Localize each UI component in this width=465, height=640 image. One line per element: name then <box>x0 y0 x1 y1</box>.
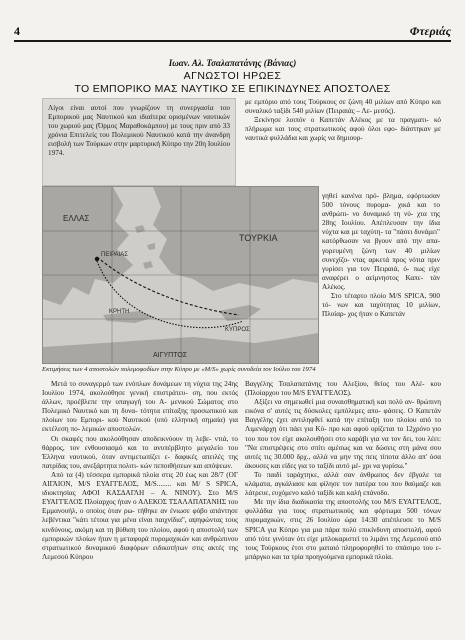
text-line: σου αυτές τις 30.000 δρχ., αλλά να μην της πεις τίποτα <box>245 443 442 461</box>
page-number: 4 <box>14 24 20 38</box>
text-line: Οι σκαφές που ακολούθησαν αποδεικνύουν τη λεβε- <box>51 434 215 443</box>
text-line: χος ήταν ο Καπετάν <box>347 310 406 319</box>
map-image <box>43 187 318 363</box>
text-line: Βαγγέλης Τσαλαπατάνης του Αλεξίου, θείος του Αλέ- <box>245 380 431 388</box>
right-top-column <box>245 98 441 143</box>
text-line: Αξίζει να σημειωθεί μια συναισθηματική και πολύ αν- <box>254 398 417 407</box>
text-line: ση, που εκτός άλλων, προέβλεπε την υπαγωγή του Α- <box>42 389 238 407</box>
text-line: τους πριν από 33 χρόνια Επιτελείς του Πολεμικού <box>48 122 230 140</box>
text-paragraph <box>245 98 441 116</box>
text-line: τους κινδύνους, ακόμη και τη βύθιση του πλοίου, αφού <box>42 516 238 534</box>
text-line: S SPICA, ιδιοκτησίας ΑΦΟΙ ΚΑΣΔΑΓΛΗ – Α. ΝΙΝΟΥ). <box>42 480 238 498</box>
text-line: χρι να γυρίσω." <box>362 461 408 470</box>
article-subtitle: ΤΟ ΕΜΠΟΡΙΚΟ ΜΑΣ ΝΑΥΤΙΚΟ ΣΕ ΕΠΙΚΙΝΔΥΝΕΣ ΑΠΟΣΤΟΛΕΣ <box>74 83 391 95</box>
greece-label: ΕΛΛΑΣ <box>63 214 90 223</box>
text-line: τότητα επίταξης προσωπικού και πλοίων του Εμπορι- <box>42 407 238 425</box>
text-line: βγουν από την απα- <box>374 237 440 246</box>
egypt-label: ΑΙΓΥΠΤΟΣ <box>153 352 188 359</box>
text-line: γορευμένη ζώνη των <box>322 246 405 255</box>
text-line: δαφικές απειλές της πατρίδας του, ανεξάρτητα πολιτι- <box>42 452 238 470</box>
text-line: κλάματα, αγκάλιασε και φίλησε τον πατέρα του που <box>245 480 405 489</box>
text-line: στην μαρτυρική Κύπρο την 20η Ιουλίου 1974. <box>48 140 230 158</box>
page-header <box>14 24 451 38</box>
text-line: Στο M/S ΕΥΑΓΓΕΛΟΣ Πλοίαρχος ήταν ο ΑΛΕΚΟΣ <box>42 489 238 507</box>
text-line: μπάργκο και τα τρία προηγούμενα εμπορικά πλοία. <box>245 552 393 561</box>
text-line: 28/7 (ΟΓ ΑΙΓΑΙΟΝ, M/S ΕΥΑΓΓΕΛΟΣ, M/S........ και M/ <box>42 470 238 489</box>
text-line: επίταξη του πλοίου από το Λιμενάρχη ότι πάει για Κύ- <box>245 416 441 434</box>
text-line: 40 μιλίων συνεχίζο- <box>322 246 441 264</box>
text-line: ναυτικών του χωριού μας (Όρμος Μαραθοκάμπου) με <box>48 113 230 131</box>
text-line: μενικού Σώματος στο Πολεμικό Ναυτικό και τη δυνα- <box>42 398 238 416</box>
text-line: κατόρθωσαν να <box>322 237 375 246</box>
text-line: ΤΣΑΛΑΠΑΤΑΝΗΣ του Εμμανουήλ, ο οποίος όταν ρω- <box>42 498 238 516</box>
text-line: Ναυτικού κατά την άνανδρη εισβολή των Τούρκων <box>48 131 230 149</box>
text-line: ΕΥΑΓΓΕΛΟΣ, φυλλάδια για τους στρατιωτικούς και <box>245 498 441 516</box>
text-paragraph <box>322 192 440 292</box>
text-line: Το παιδί ταράχτηκε, αλλά σαν άνθρωπος δεν έβγαλε τα <box>254 470 441 479</box>
text-line: με εμπόριο από τους Τούρκους σε ζώνη 40 μιλίων από <box>245 98 410 106</box>
text-line: βλημα, εφόρτωσαν <box>382 192 440 200</box>
text-line: θρώπινη εικόνα σ' αυτές τις δύσκολες εμπόλεμες απο- <box>245 398 441 416</box>
header-rule <box>14 40 451 42</box>
text-line: Εμπορικού μας Ναυτικού και ιδιαίτερα ορισμένων <box>48 113 204 122</box>
text-line: μεγαλείο του Έλληνα ναυτικού, όταν αντιμετωπίζει ε- <box>42 443 238 461</box>
text-line: 14:30 απέπλευσε το M/S SPICA για Κύπρο για μια πάρα <box>245 516 441 534</box>
text-line: Ξεκίνησε λοιπόν ο Καπετάν Αλέκος με τα πραγματι- <box>254 116 434 125</box>
text-line: θαύμαζε και λάτρευε, ευχόμενο καλό ταξίδι και καλή <box>245 480 441 498</box>
crete-label: ΚΡΗΤΗ <box>109 309 130 315</box>
text-line: κό πλήρωμα και τους στρατιωτικούς αφού όλοι εφο- <box>245 116 441 134</box>
left-bottom-column <box>42 380 238 562</box>
text-line: για τον Πειραιά, ό- <box>347 264 414 273</box>
text-line: φάσεις. Ο Καπετάν Βαγγέλης έχει αντιληφθεί κατά την <box>245 407 441 425</box>
map-caption: Εκτιμήσεις των 4 αποστολών πολεμοφοδίων στην Κύπρο με «M/S» χωρίς συνοδεία τον Ιούλιο του 1974 <box>42 366 316 373</box>
piraeus-label: ΠΕΙΡΑΙΑΣ <box>101 252 128 258</box>
text-line: επιστρέψεις στο σπίτι αμέσως και να δώσεις στη μάνα <box>259 443 430 452</box>
magazine-title: Φτεριάς <box>409 24 451 38</box>
text-line: Μετά το συναγερμό των ενόπλων δυνάμεων τη νύχτα <box>51 380 213 388</box>
text-paragraph <box>245 398 441 471</box>
text-line: νο δυναμικό τη νύ- <box>352 210 417 219</box>
text-line: πως είχε αναφέρει <box>322 264 440 282</box>
text-line: πολύ επικίνδυνη αποστολή, αφού από τότε γινόταν ότι <box>245 525 441 543</box>
intro-box <box>42 98 236 186</box>
text-line: διαφόρων ειδικοτήτων στις ακτές της Λεμεσού Κύπρου <box>42 543 238 561</box>
text-line: η αποστολή των εμπορικών πλοίων ήταν η μεταφορά <box>42 525 238 543</box>
text-line: προ και αφού ορίζεται το 12χρόνο γιο του που τον είχε <box>245 425 441 443</box>
cyprus-label: ΚΥΠΡΟΣ <box>225 327 250 333</box>
text-paragraph <box>245 380 441 398</box>
text-line: M/S SPICA, 900 τό- <box>322 292 440 310</box>
text-line: ντιά, το θάρρος, τον ενθουσιασμό και το ανυπέρβλητο <box>42 434 238 452</box>
text-line: διάστηκαν με ναυτικά φυλλάδια και χωρίς να δημιουρ- <box>245 125 441 143</box>
text-line: κού Ναυτικού (υπό ελληνική σημαία) για εκτέλεση πο- <box>42 416 238 434</box>
map-figure <box>42 186 319 364</box>
text-line: της 24ης Ιουλίου 1974, ακολούθησε γενική επιστράτευ- <box>42 380 238 398</box>
text-line: 500 τόνους πυρομα- <box>322 201 398 210</box>
intro-paragraph <box>48 104 230 159</box>
article-author: Ιωαν. Αλ. Τσαλαπατάνης (Βάνιας) <box>168 58 297 68</box>
text-line: πυρομαχικών και ανθρώπινου στρατιωτικού δυναμικού <box>42 534 238 552</box>
text-line: κών πεποιθήσεων και απόψεων. <box>140 461 233 470</box>
text-line: γηθεί κανένα πρό- <box>322 192 383 200</box>
text-line: κου (Πλοίαρχου του M/S ΕΥΑΓΓΕΛΟΣ). <box>245 380 441 398</box>
text-line: επάνοδο. <box>363 489 390 498</box>
text-line: ντας αρκετά προς <box>352 255 410 264</box>
text-line: Με την ίδια διαδικασία της αποστολής του M/S <box>254 498 399 507</box>
text-line: Από τα (4) τέσσερα εμπορικά πλοία στις 20 έως και <box>51 470 211 479</box>
turkey-label: ΤΟΥΡΚΙΑ <box>239 233 278 243</box>
text-line: είχε μπλοκαριστεί το λιμάνι της Λεμεσού από τους Τούρκους <box>245 534 442 552</box>
text-line: 10 μιλίων, Πλοίαρ- <box>322 301 440 319</box>
text-line: Κύπρο και συναλικό ταξίδι 540 μιλίων (Πειραιάς – Λε- <box>245 98 441 116</box>
text-line: νων και ταχύτητας <box>337 301 406 310</box>
text-paragraph <box>42 435 238 471</box>
text-line: ο αείμνηστος Καπε- <box>355 273 431 282</box>
text-line: τάν Αλέκος. <box>322 273 440 291</box>
text-line: χικά και το ανθρώπι- <box>322 201 440 219</box>
text-line: λεμικών αποστολών. <box>81 425 143 434</box>
text-line: μεσός). <box>373 107 396 116</box>
text-paragraph <box>42 380 238 435</box>
text-line: τήθηκε αν ένιωσε φόβο απάντησε λεβέντικα <box>42 507 238 525</box>
text-line: άλλο απ' όσα άκουσες και είδες για το ταξίδι αυτό μέ- <box>245 452 441 470</box>
text-line: Στο τέταρτο πλοίο <box>331 292 389 301</box>
text-line: Λίγοι είναι αυτοί που γνωρίζουν τη συνεργασία του <box>48 104 230 112</box>
text-line: φόρτωμα 500 τόνων πυρομαχικών, στις 26 Ιουλίου ώρα <box>245 507 441 525</box>
text-line: χτα της 28ης Ιουλίου. <box>322 210 441 228</box>
text-paragraph <box>245 498 441 562</box>
right-bottom-column <box>245 380 441 562</box>
text-line: τα "πάσει δυνάμει" <box>384 228 440 237</box>
right-flow-column <box>322 192 440 319</box>
text-line: ακολουθήσει στο καράβι για να τον δει, του λέει: "Να <box>245 434 441 452</box>
text-paragraph <box>322 292 440 319</box>
text-paragraph <box>245 116 441 143</box>
text-line: νύχτα και με ταχύτη- <box>322 228 385 237</box>
article-title: ΑΓΝΩΣΤΟΙ ΗΡΩΕΣ <box>183 70 282 82</box>
piraeus-marker <box>95 257 99 261</box>
text-paragraph <box>42 471 238 562</box>
text-line: έτσι στο ματαιό πληροφορηθεί το σπάσιμο του ε- <box>291 543 441 552</box>
text-line: Απέπλευσαν την ίδια <box>370 219 440 228</box>
text-line: "κάτι τέτοια για μένα είναι παιχνίδια", αψηφώντας <box>73 516 226 525</box>
text-paragraph <box>245 471 441 498</box>
text-line: νότια πριν γυρίσει <box>322 255 440 273</box>
